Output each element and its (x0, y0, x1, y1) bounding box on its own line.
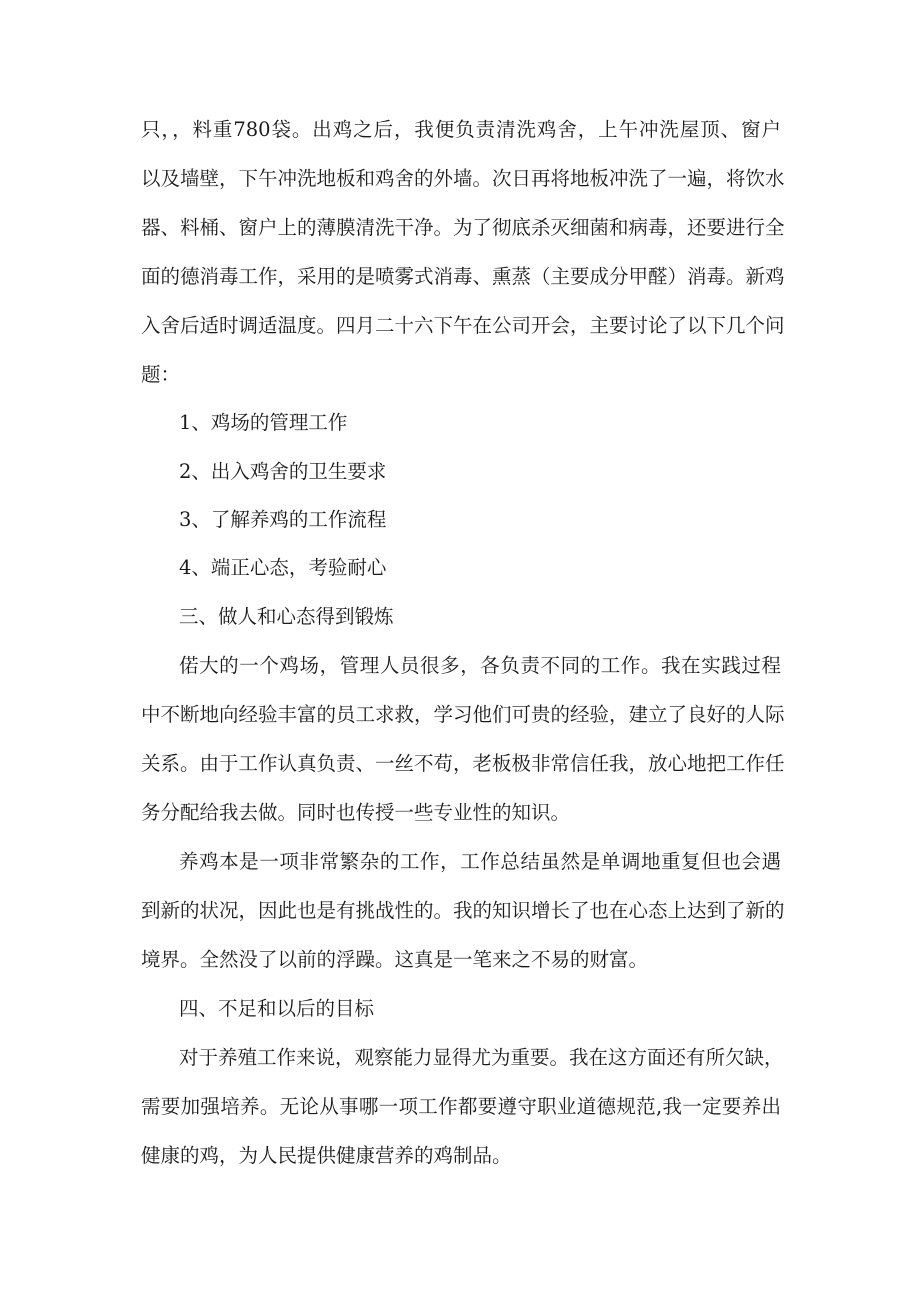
list-item: 1、鸡场的管理工作 (179, 411, 348, 434)
text-line: 健康的鸡，为人民提供健康营养的鸡制品。 (141, 1144, 512, 1167)
text-line: 以及墙壁，下午冲洗地板和鸡舍的外墙。次日再将地板冲洗了一遍，将饮水 (141, 167, 785, 190)
section-heading: 四、不足和以后的目标 (179, 997, 375, 1020)
text-line: 养鸡本是一项非常繁杂的工作，工作总结虽然是单调地重复但也会遇 (179, 850, 781, 873)
section-heading: 三、做人和心态得到锻炼 (179, 605, 394, 628)
text-line: 入舍后适时调适温度。四月二十六下午在公司开会，主要讨论了以下几个问 (141, 314, 785, 337)
text-line: 题： (141, 363, 181, 386)
text-line: 中不断地向经验丰富的员工求救，学习他们可贵的经验，建立了良好的人际 (141, 703, 785, 726)
text-line: 面的德消毒工作，采用的是喷雾式消毒、熏蒸（主要成分甲醛）消毒。新鸡 (141, 265, 785, 288)
list-item: 3、了解养鸡的工作流程 (179, 508, 387, 531)
list-item: 2、出入鸡舍的卫生要求 (179, 460, 387, 483)
text-line: 器、料桶、窗户上的薄膜清洗干净。为了彻底杀灭细菌和病毒，还要进行全 (141, 216, 785, 239)
text-line: 需要加强培养。无论从事哪一项工作都要遵守职业道德规范,我一定要养出 (141, 1095, 781, 1118)
text-line: 到新的状况，因此也是有挑战性的。我的知识增长了也在心态上达到了新的 (141, 899, 785, 922)
text-line: 务分配给我去做。同时也传授一些专业性的知识。 (141, 801, 571, 824)
text-line: 境界。全然没了以前的浮躁。这真是一笔来之不易的财富。 (141, 948, 649, 971)
text-line: 只，，料重780袋。出鸡之后，我便负责清洗鸡舍，上午冲洗屋顶、窗户 (141, 118, 781, 141)
text-line: 关系。由于工作认真负责、一丝不苟，老板极非常信任我，放心地把工作任 (141, 752, 785, 775)
text-line: 偌大的一个鸡场，管理人员很多，各负责不同的工作。我在实践过程 (179, 654, 781, 677)
list-item: 4、端正心态，考验耐心 (179, 556, 387, 579)
text-line: 对于养殖工作来说，观察能力显得尤为重要。我在这方面还有所欠缺， (179, 1046, 784, 1069)
